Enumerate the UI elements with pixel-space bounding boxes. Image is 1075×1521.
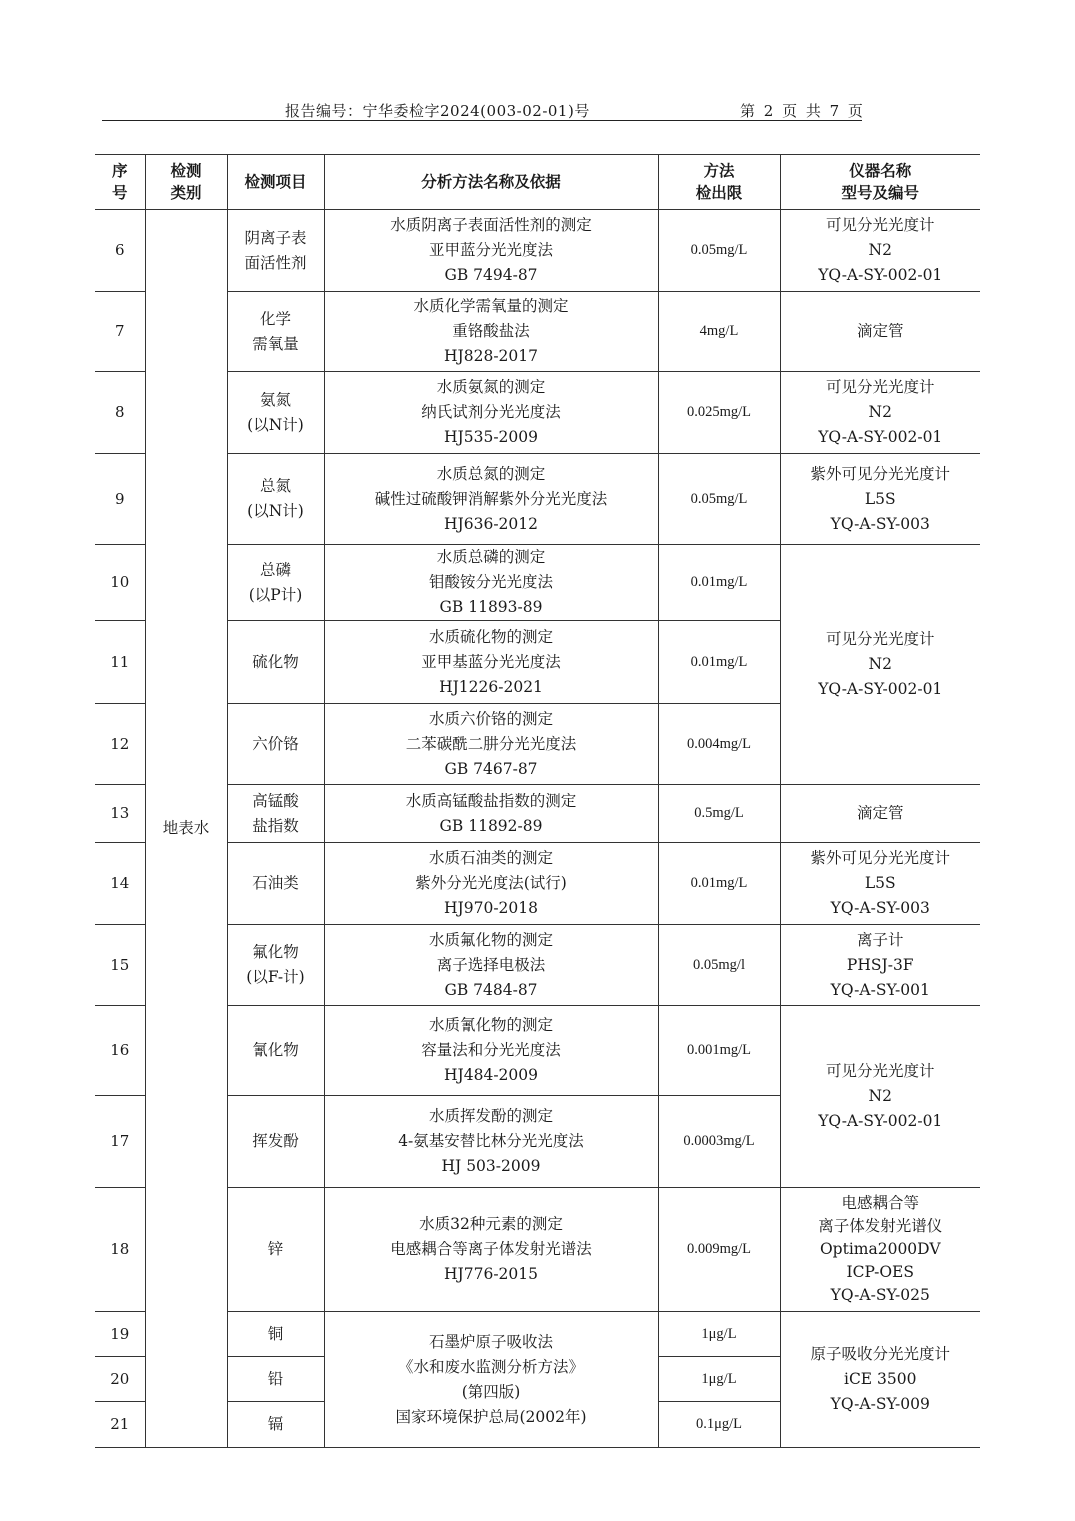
instrument-cell: 离子计 PHSJ-3F YQ-A-SY-001: [780, 925, 980, 1006]
seq-cell: 17: [95, 1096, 145, 1188]
instrument-cell: 可见分光光度计 N2 YQ-A-SY-002-01: [780, 545, 980, 785]
limit-cell: 0.025mg/L: [658, 372, 780, 454]
method-cell: 水质六价铬的测定 二苯碳酰二肼分光光度法 GB 7467-87: [324, 704, 658, 785]
item-cell: 铜: [227, 1312, 324, 1357]
method-cell: 水质总磷的测定 钼酸铵分光光度法 GB 11893-89: [324, 545, 658, 621]
method-cell: 水质高锰酸盐指数的测定 GB 11892-89: [324, 785, 658, 843]
seq-cell: 7: [95, 292, 145, 372]
item-cell: 氟化物 (以F-计): [227, 925, 324, 1006]
method-cell: 水质32种元素的测定 电感耦合等离子体发射光谱法 HJ776-2015: [324, 1188, 658, 1312]
item-cell: 镉: [227, 1402, 324, 1448]
seq-cell: 21: [95, 1402, 145, 1448]
instrument-cell: 可见分光光度计 N2 YQ-A-SY-002-01: [780, 372, 980, 454]
seq-cell: 11: [95, 621, 145, 704]
seq-cell: 8: [95, 372, 145, 454]
instrument-cell: 滴定管: [780, 785, 980, 843]
header-instrument: 仪器名称 型号及编号: [780, 155, 980, 210]
limit-cell: 0.01mg/L: [658, 545, 780, 621]
seq-cell: 10: [95, 545, 145, 621]
seq-cell: 18: [95, 1188, 145, 1312]
instrument-cell: 电感耦合等 离子体发射光谱仪 Optima2000DV ICP-OES YQ-A-SY-025: [780, 1188, 980, 1312]
header-seq: 序 号: [95, 155, 145, 210]
table-row: [95, 843, 980, 925]
method-cell: 水质石油类的测定 紫外分光光度法(试行) HJ970-2018: [324, 843, 658, 925]
item-cell: 高锰酸 盐指数: [227, 785, 324, 843]
instrument-cell: 紫外可见分光光度计 L5S YQ-A-SY-003: [780, 843, 980, 925]
table-row: [95, 454, 980, 545]
instrument-cell: 滴定管: [780, 292, 980, 372]
seq-cell: 9: [95, 454, 145, 545]
instrument-cell: 可见分光光度计 N2 YQ-A-SY-002-01: [780, 210, 980, 292]
method-cell: 水质氰化物的测定 容量法和分光光度法 HJ484-2009: [324, 1006, 658, 1096]
limit-cell: 0.009mg/L: [658, 1188, 780, 1312]
seq-cell: 6: [95, 210, 145, 292]
seq-cell: 13: [95, 785, 145, 843]
limit-cell: 4mg/L: [658, 292, 780, 372]
instrument-cell: 可见分光光度计 N2 YQ-A-SY-002-01: [780, 1006, 980, 1188]
limit-cell: 0.0003mg/L: [658, 1096, 780, 1188]
seq-cell: 16: [95, 1006, 145, 1096]
instrument-cell: 原子吸收分光光度计 iCE 3500 YQ-A-SY-009: [780, 1312, 980, 1448]
header-item: 检测项目: [227, 155, 324, 210]
seq-cell: 14: [95, 843, 145, 925]
item-cell: 氨氮 (以N计): [227, 372, 324, 454]
item-cell: 总氮 (以N计): [227, 454, 324, 545]
table-row: [95, 210, 980, 292]
limit-cell: 0.01mg/L: [658, 621, 780, 704]
table-header-row: [95, 155, 980, 210]
header-category: 检测 类别: [145, 155, 227, 210]
seq-cell: 12: [95, 704, 145, 785]
table-row: [95, 545, 980, 621]
limit-cell: 0.1μg/L: [658, 1402, 780, 1448]
page-number: 第 2 页 共 7 页: [740, 102, 865, 120]
item-cell: 挥发酚: [227, 1096, 324, 1188]
seq-cell: 15: [95, 925, 145, 1006]
item-cell: 石油类: [227, 843, 324, 925]
table-row: [95, 1312, 980, 1357]
method-cell: 水质化学需氧量的测定 重铬酸盐法 HJ828-2017: [324, 292, 658, 372]
item-cell: 总磷 (以P计): [227, 545, 324, 621]
table-row: [95, 292, 980, 372]
item-cell: 锌: [227, 1188, 324, 1312]
method-cell: 水质硫化物的测定 亚甲基蓝分光光度法 HJ1226-2021: [324, 621, 658, 704]
item-cell: 阴离子表 面活性剂: [227, 210, 324, 292]
item-cell: 氰化物: [227, 1006, 324, 1096]
table-row: [95, 1006, 980, 1096]
method-cell: 水质氨氮的测定 纳氏试剂分光光度法 HJ535-2009: [324, 372, 658, 454]
limit-cell: 0.001mg/L: [658, 1006, 780, 1096]
table-row: [95, 925, 980, 1006]
method-cell: 石墨炉原子吸收法 《水和废水监测分析方法》 (第四版) 国家环境保护总局(2002年): [324, 1312, 658, 1448]
header-method: 分析方法名称及依据: [324, 155, 658, 210]
header-limit: 方法 检出限: [658, 155, 780, 210]
instrument-cell: 紫外可见分光光度计 L5S YQ-A-SY-003: [780, 454, 980, 545]
table-row: [95, 1188, 980, 1312]
report-header: [102, 100, 865, 121]
method-cell: 水质挥发酚的测定 4-氨基安替比林分光光度法 HJ 503-2009: [324, 1096, 658, 1188]
limit-cell: 1μg/L: [658, 1357, 780, 1402]
test-methods-table: [95, 154, 980, 1448]
report-number: 报告编号：宁华委检字2024(003-02-01)号: [285, 102, 590, 120]
limit-cell: 0.05mg/l: [658, 925, 780, 1006]
limit-cell: 1μg/L: [658, 1312, 780, 1357]
table-row: [95, 785, 980, 843]
seq-cell: 19: [95, 1312, 145, 1357]
item-cell: 化学 需氧量: [227, 292, 324, 372]
item-cell: 铅: [227, 1357, 324, 1402]
method-cell: 水质氟化物的测定 离子选择电极法 GB 7484-87: [324, 925, 658, 1006]
category-cell: 地表水: [145, 210, 227, 1448]
method-cell: 水质阴离子表面活性剂的测定 亚甲蓝分光光度法 GB 7494-87: [324, 210, 658, 292]
table-row: [95, 372, 980, 454]
limit-cell: 0.004mg/L: [658, 704, 780, 785]
limit-cell: 0.5mg/L: [658, 785, 780, 843]
limit-cell: 0.05mg/L: [658, 454, 780, 545]
seq-cell: 20: [95, 1357, 145, 1402]
item-cell: 硫化物: [227, 621, 324, 704]
item-cell: 六价铬: [227, 704, 324, 785]
method-cell: 水质总氮的测定 碱性过硫酸钾消解紫外分光光度法 HJ636-2012: [324, 454, 658, 545]
limit-cell: 0.05mg/L: [658, 210, 780, 292]
limit-cell: 0.01mg/L: [658, 843, 780, 925]
